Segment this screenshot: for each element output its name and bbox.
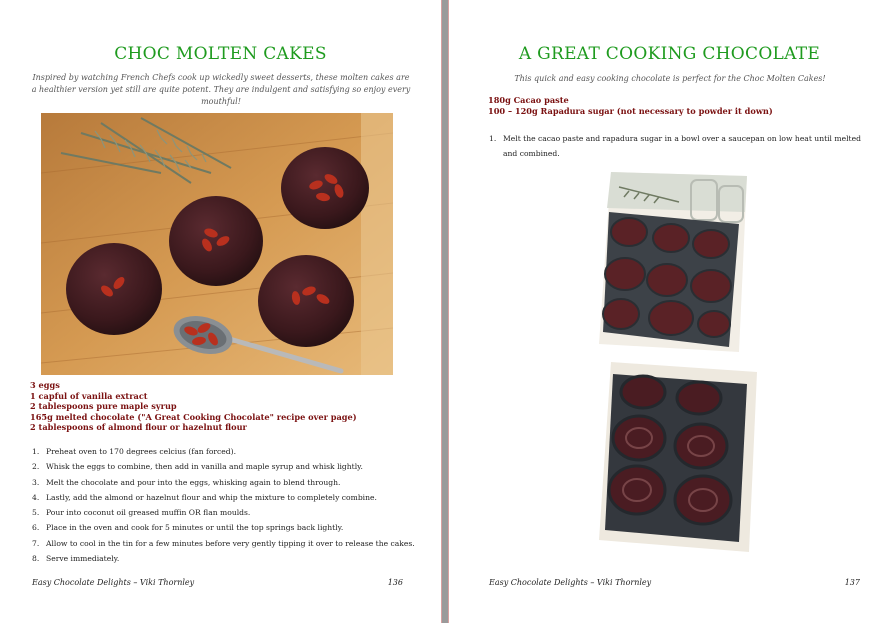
chocolate-in-tin-photo (599, 172, 747, 352)
page-title: A GREAT COOKING CHOCOLATE (518, 44, 821, 64)
page-title: CHOC MOLTEN CAKES (114, 44, 327, 64)
ingredient-item: 165g melted chocolate ("A Great Cooking Chocolate" recipe over page) (30, 411, 357, 422)
method-step: 1. Melt the cacao paste and rapadura sugar in a bowl over a saucepan on low heat until melted and combined. (489, 134, 861, 158)
ingredient-item: 2 tablespoons pure maple syrup (30, 401, 177, 411)
method-step: 1. Preheat oven to 170 degrees celcius (fan forced). (32, 447, 237, 456)
ingredient-item: 2 tablespoons of almond flour or hazelnut flour (30, 422, 247, 432)
right-page (448, 0, 890, 623)
ingredient-list (30, 380, 357, 433)
ingredient-item: 100 – 120g Rapadura sugar (not necessary to powder it down) (488, 105, 773, 116)
recipe-intro: Inspired by watching French Chefs cook up wickedly sweet desserts, these molten cakes are a healthier version yet still are quite potent. They are indulgent and satisfying so enjoy every mouthful! (31, 73, 411, 106)
method-step: 8. Serve immediately. (32, 554, 120, 564)
ingredient-item: 1 capful of vanilla extract (30, 390, 148, 401)
page-footer: Easy Chocolate Delights – Viki Thornley (489, 578, 652, 587)
left-page (0, 0, 442, 623)
page-number: 136 (387, 578, 403, 587)
ingredient-list (488, 95, 773, 116)
ingredient-item: 180g Cacao paste (488, 95, 569, 105)
method-step: 4. Lastly, add the almond or hazelnut flour and whip the mixture to completely combine. (32, 492, 377, 502)
molten-cakes-photo (41, 113, 393, 375)
method-step: 5. Pour into coconut oil greased muffin OR flan moulds. (32, 508, 251, 518)
page-number: 137 (844, 578, 860, 587)
baked-cakes-photo (599, 362, 757, 552)
method-steps (489, 131, 869, 161)
page-footer: Easy Chocolate Delights – Viki Thornley (32, 578, 195, 587)
method-step: 7. Allow to cool in the tin for a few minutes before very gently tipping it over to release the cakes. (32, 538, 415, 548)
method-step: 3. Melt the chocolate and pour into the eggs, whisking again to blend through. (32, 477, 341, 487)
recipe-intro: This quick and easy cooking chocolate is perfect for the Choc Molten Cakes! (514, 74, 826, 83)
ingredient-item: 3 eggs (30, 380, 60, 390)
method-step: 6. Place in the oven and cook for 5 minutes or until the top springs back lightly. (32, 523, 344, 533)
method-steps (32, 447, 422, 569)
method-step: 2. Whisk the eggs to combine, then add in vanilla and maple syrup and whisk lightly. (32, 462, 363, 472)
